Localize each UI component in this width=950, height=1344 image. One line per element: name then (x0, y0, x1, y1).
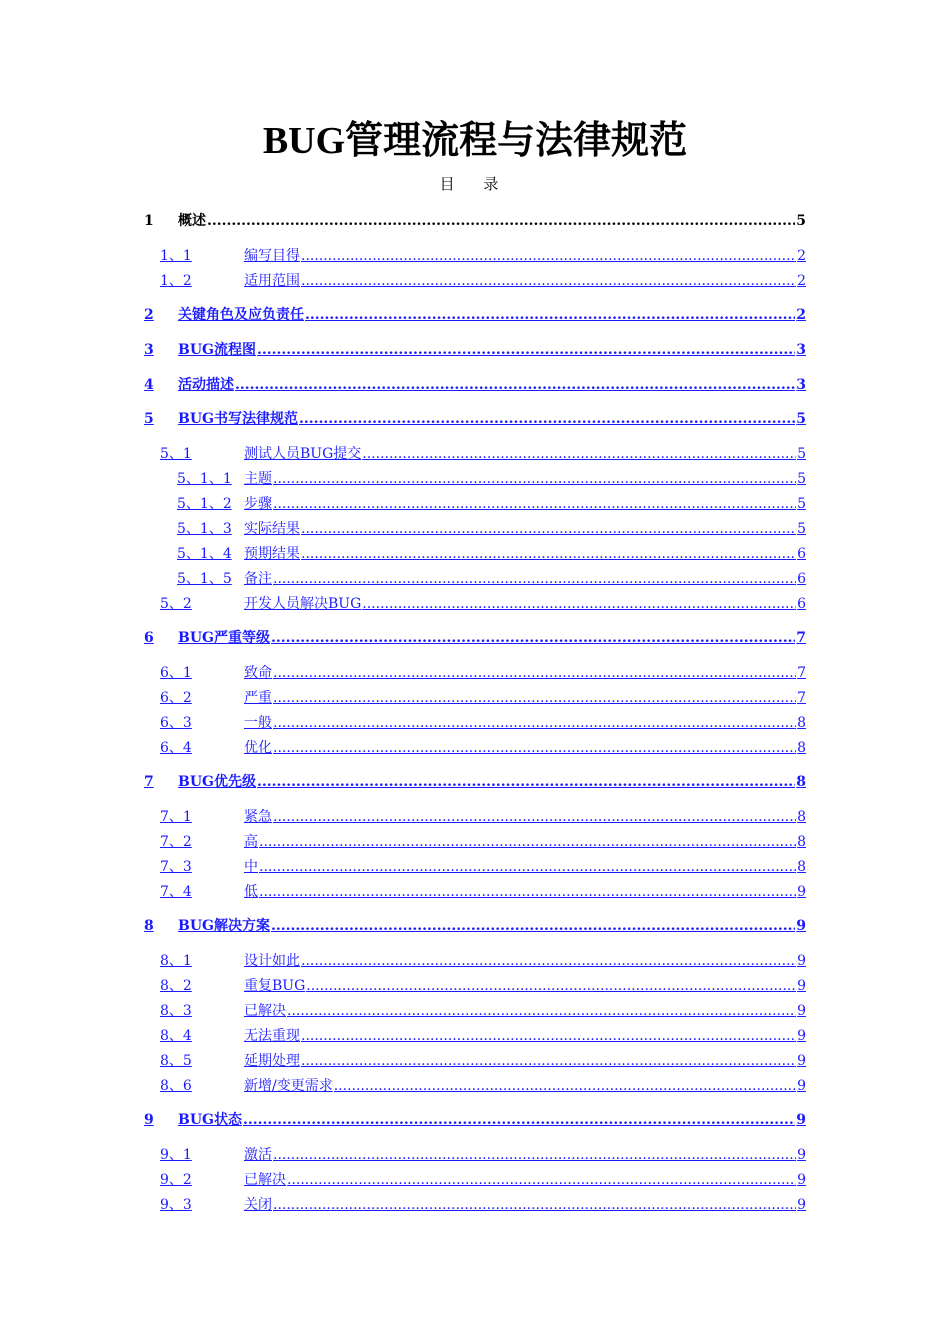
toc-entry-label: 延期处理 (244, 1052, 300, 1069)
toc-entry-page: 8 (797, 809, 806, 825)
toc-entry-label: 关闭 (244, 1196, 272, 1213)
toc-entry-page: 5 (797, 471, 806, 487)
toc-entry-number: 7 (144, 774, 154, 791)
toc-dot-leader (259, 833, 796, 851)
toc-dot-leader (259, 883, 796, 901)
toc-entry-number: 5、1、2 (177, 495, 232, 512)
toc-entry[interactable] (160, 1146, 806, 1164)
toc-entry-page: 9 (797, 883, 806, 900)
toc-entry-page: 9 (797, 1002, 806, 1019)
toc-dot-leader (301, 1052, 796, 1070)
toc-entry-page: 9 (797, 1052, 806, 1069)
toc-entry-page: 5 (797, 520, 806, 537)
toc-entry-page: 8 (797, 833, 806, 850)
toc-entry-label: 低 (244, 883, 258, 900)
toc-entry[interactable] (160, 1002, 806, 1020)
toc-dot-leader (273, 1146, 796, 1164)
toc-dot-leader (257, 341, 795, 359)
toc-dot-leader (306, 977, 796, 995)
toc-dot-leader (273, 739, 796, 757)
toc-entry-page: 8 (797, 858, 806, 875)
toc-entry-page: 9 (797, 1077, 806, 1094)
toc-entry-number: 3 (144, 342, 154, 358)
toc-dot-leader (301, 247, 796, 265)
toc-dot-leader (287, 1171, 796, 1189)
toc-entry-label: BUG优先级 (178, 774, 256, 791)
toc-entry-label: 适用范围 (244, 272, 300, 289)
toc-entry-page: 8 (796, 774, 806, 791)
toc-entry-label: 致命 (244, 664, 272, 681)
toc-entry-number: 1 (144, 213, 154, 229)
toc-entry-page: 5 (797, 495, 806, 512)
toc-entry-label: 中 (244, 858, 258, 875)
toc-entry-page: 2 (797, 247, 806, 264)
toc-entry[interactable] (160, 977, 806, 995)
toc-dot-leader (243, 1111, 795, 1129)
toc-entry[interactable] (160, 808, 806, 826)
toc-entry-number: 1、1 (160, 247, 192, 264)
toc-entry-label: 重复BUG (244, 978, 306, 994)
toc-entry-number: 6、4 (160, 739, 192, 756)
toc-entry-page: 5 (797, 446, 806, 463)
toc-entry-number: 8、6 (160, 1077, 192, 1094)
toc-entry-label: 主题 (244, 471, 272, 487)
toc-entry-page: 9 (796, 1112, 806, 1129)
toc-entry-label: 高 (244, 833, 258, 850)
toc-entry[interactable] (160, 1077, 806, 1095)
toc-entry-number: 9、3 (160, 1196, 192, 1213)
toc-entry[interactable] (144, 306, 806, 324)
toc-dot-leader (301, 952, 796, 970)
toc-entry-label: 关键角色及应负责任 (178, 307, 304, 324)
toc-entry-page: 7 (797, 664, 806, 681)
toc-entry[interactable] (177, 520, 806, 538)
toc-entry-number: 5、1、4 (177, 545, 232, 562)
toc-entry-page: 5 (796, 213, 806, 229)
toc-entry[interactable] (160, 595, 806, 613)
toc-entry-label: 编写目得 (244, 247, 300, 264)
toc-entry-page: 9 (797, 1147, 806, 1163)
toc-entry-page: 2 (797, 272, 806, 289)
toc-entry-number: 5、1 (160, 446, 192, 463)
toc-entry-page: 6 (797, 595, 806, 612)
toc-dot-leader (273, 470, 796, 488)
toc-dot-leader (362, 445, 796, 463)
toc-entry[interactable] (144, 376, 806, 394)
toc-entry-number: 5、2 (160, 595, 192, 612)
toc-entry-label: 测试人员BUG提交 (244, 446, 362, 463)
toc-entry-label: BUG状态 (178, 1112, 242, 1129)
toc-entry-page: 9 (797, 978, 806, 994)
toc-dot-leader (299, 410, 795, 428)
toc-entry-label: 备注 (244, 570, 272, 587)
toc-entry-number: 6、2 (160, 689, 192, 706)
toc-entry-number: 9、1 (160, 1147, 192, 1163)
toc-entry-label: 紧急 (244, 809, 272, 825)
toc-dot-leader (273, 664, 796, 682)
toc-entry-label: 已解决 (244, 1002, 286, 1019)
toc-entry-number: 6、1 (160, 664, 192, 681)
toc-entry[interactable] (177, 545, 806, 563)
toc-entry-label: 一般 (244, 714, 272, 731)
toc-entry-page: 3 (796, 342, 806, 358)
toc-entry[interactable] (144, 1111, 806, 1129)
toc-entry[interactable] (160, 689, 806, 707)
toc-entry[interactable] (177, 495, 806, 513)
toc-dot-leader (287, 1002, 796, 1020)
toc-entry-label: 激活 (244, 1147, 272, 1163)
toc-entry (144, 212, 806, 230)
toc-entry-page: 9 (797, 953, 806, 970)
toc-entry[interactable] (144, 773, 806, 791)
toc-entry[interactable] (160, 1027, 806, 1045)
toc-entry-number: 7、1 (160, 809, 192, 825)
toc-entry[interactable] (144, 410, 806, 428)
toc-entry-label: 概述 (178, 213, 206, 229)
toc-entry-page: 3 (796, 376, 806, 393)
toc-dot-leader (271, 917, 795, 935)
toc-dot-leader (273, 808, 796, 826)
toc-entry-number: 8、5 (160, 1052, 192, 1069)
toc-entry-page: 7 (796, 630, 806, 647)
toc-entry-number: 7、3 (160, 858, 192, 875)
toc-heading: 目 录 (439, 175, 511, 193)
toc-entry-number: 7、2 (160, 833, 192, 850)
toc-entry-number: 5、1、1 (177, 471, 232, 487)
toc-entry[interactable] (160, 664, 806, 682)
toc-dot-leader (273, 714, 796, 732)
toc-dot-leader (301, 545, 796, 563)
toc-entry[interactable] (160, 739, 806, 757)
toc-entry-number: 8、1 (160, 953, 192, 970)
toc-entry-label: 预期结果 (244, 545, 300, 562)
toc-entry-label: 新增/变更需求 (244, 1077, 333, 1094)
toc-entry-page: 5 (796, 411, 806, 428)
toc-dot-leader (259, 858, 796, 876)
toc-dot-leader (273, 570, 796, 588)
toc-entry[interactable] (160, 272, 806, 290)
toc-dot-leader (334, 1077, 796, 1095)
toc-entry[interactable] (160, 445, 806, 463)
toc-entry-page: 7 (797, 689, 806, 706)
toc-entry[interactable] (177, 470, 806, 488)
toc-dot-leader (235, 376, 795, 394)
toc-entry-label: BUG严重等级 (178, 630, 270, 647)
toc-dot-leader (362, 595, 796, 613)
toc-entry-number: 1、2 (160, 272, 192, 289)
toc-entry-label: 开发人员解决BUG (244, 595, 362, 612)
toc-dot-leader (301, 1027, 796, 1045)
toc-dot-leader (273, 495, 796, 513)
toc-entry-page: 9 (797, 1027, 806, 1044)
toc-entry-number: 5、1、3 (177, 520, 232, 537)
toc-entry-number: 9、2 (160, 1171, 192, 1188)
toc-dot-leader (271, 629, 795, 647)
toc-dot-leader (301, 520, 796, 538)
toc-entry[interactable] (144, 341, 806, 359)
toc-entry-number: 8 (144, 918, 154, 935)
toc-entry-label: BUG流程图 (178, 342, 256, 358)
toc-entry[interactable] (160, 858, 806, 876)
toc-dot-leader (257, 773, 795, 791)
toc-entry-number: 6、3 (160, 714, 192, 731)
toc-entry-label: 实际结果 (244, 520, 300, 537)
toc-entry-page: 9 (797, 1196, 806, 1213)
toc-entry-page: 9 (796, 918, 806, 935)
toc-entry-page: 2 (796, 307, 806, 324)
toc-entry-number: 8、3 (160, 1002, 192, 1019)
toc-entry-number: 4 (144, 376, 154, 393)
toc-entry-number: 8、2 (160, 978, 192, 994)
toc-entry-number: 2 (144, 307, 154, 324)
toc-entry-label: 优化 (244, 739, 272, 756)
page-title: BUG管理流程与法律规范 (262, 120, 688, 162)
toc-dot-leader (305, 306, 795, 324)
toc-entry-label: 设计如此 (244, 953, 300, 970)
toc-entry[interactable] (160, 247, 806, 265)
toc-entry-number: 5、1、5 (177, 570, 232, 587)
toc-entry-page: 6 (797, 545, 806, 562)
toc-entry[interactable] (144, 917, 806, 935)
toc-entry[interactable] (160, 833, 806, 851)
toc-entry-label: BUG书写法律规范 (178, 411, 298, 428)
toc-entry-page: 8 (797, 739, 806, 756)
toc-entry-number: 6 (144, 630, 154, 647)
toc-entry[interactable] (160, 1171, 806, 1189)
toc-entry-number: 9 (144, 1112, 154, 1129)
toc-dot-leader (301, 272, 796, 290)
toc-entry-number: 7、4 (160, 883, 192, 900)
toc-entry-label: 步骤 (244, 495, 272, 512)
toc-entry-label: 严重 (244, 689, 272, 706)
toc-entry-number: 8、4 (160, 1027, 192, 1044)
toc-dot-leader (273, 689, 796, 707)
toc-dot-leader (273, 1196, 796, 1214)
toc-dot-leader (207, 212, 795, 230)
toc-entry[interactable] (160, 883, 806, 901)
toc-entry[interactable] (177, 570, 806, 588)
toc-entry[interactable] (160, 1052, 806, 1070)
toc-entry-number: 5 (144, 411, 154, 428)
toc-entry-label: BUG解决方案 (178, 918, 270, 935)
toc-entry[interactable] (160, 714, 806, 732)
toc-entry-label: 无法重现 (244, 1027, 300, 1044)
toc-entry-label: 活动描述 (178, 376, 234, 393)
toc-entry-page: 8 (797, 714, 806, 731)
toc-entry-label: 已解决 (244, 1171, 286, 1188)
toc-entry[interactable] (144, 629, 806, 647)
toc-entry[interactable] (160, 1196, 806, 1214)
toc-entry-page: 9 (797, 1171, 806, 1188)
toc-entry-page: 6 (797, 570, 806, 587)
toc-entry[interactable] (160, 952, 806, 970)
